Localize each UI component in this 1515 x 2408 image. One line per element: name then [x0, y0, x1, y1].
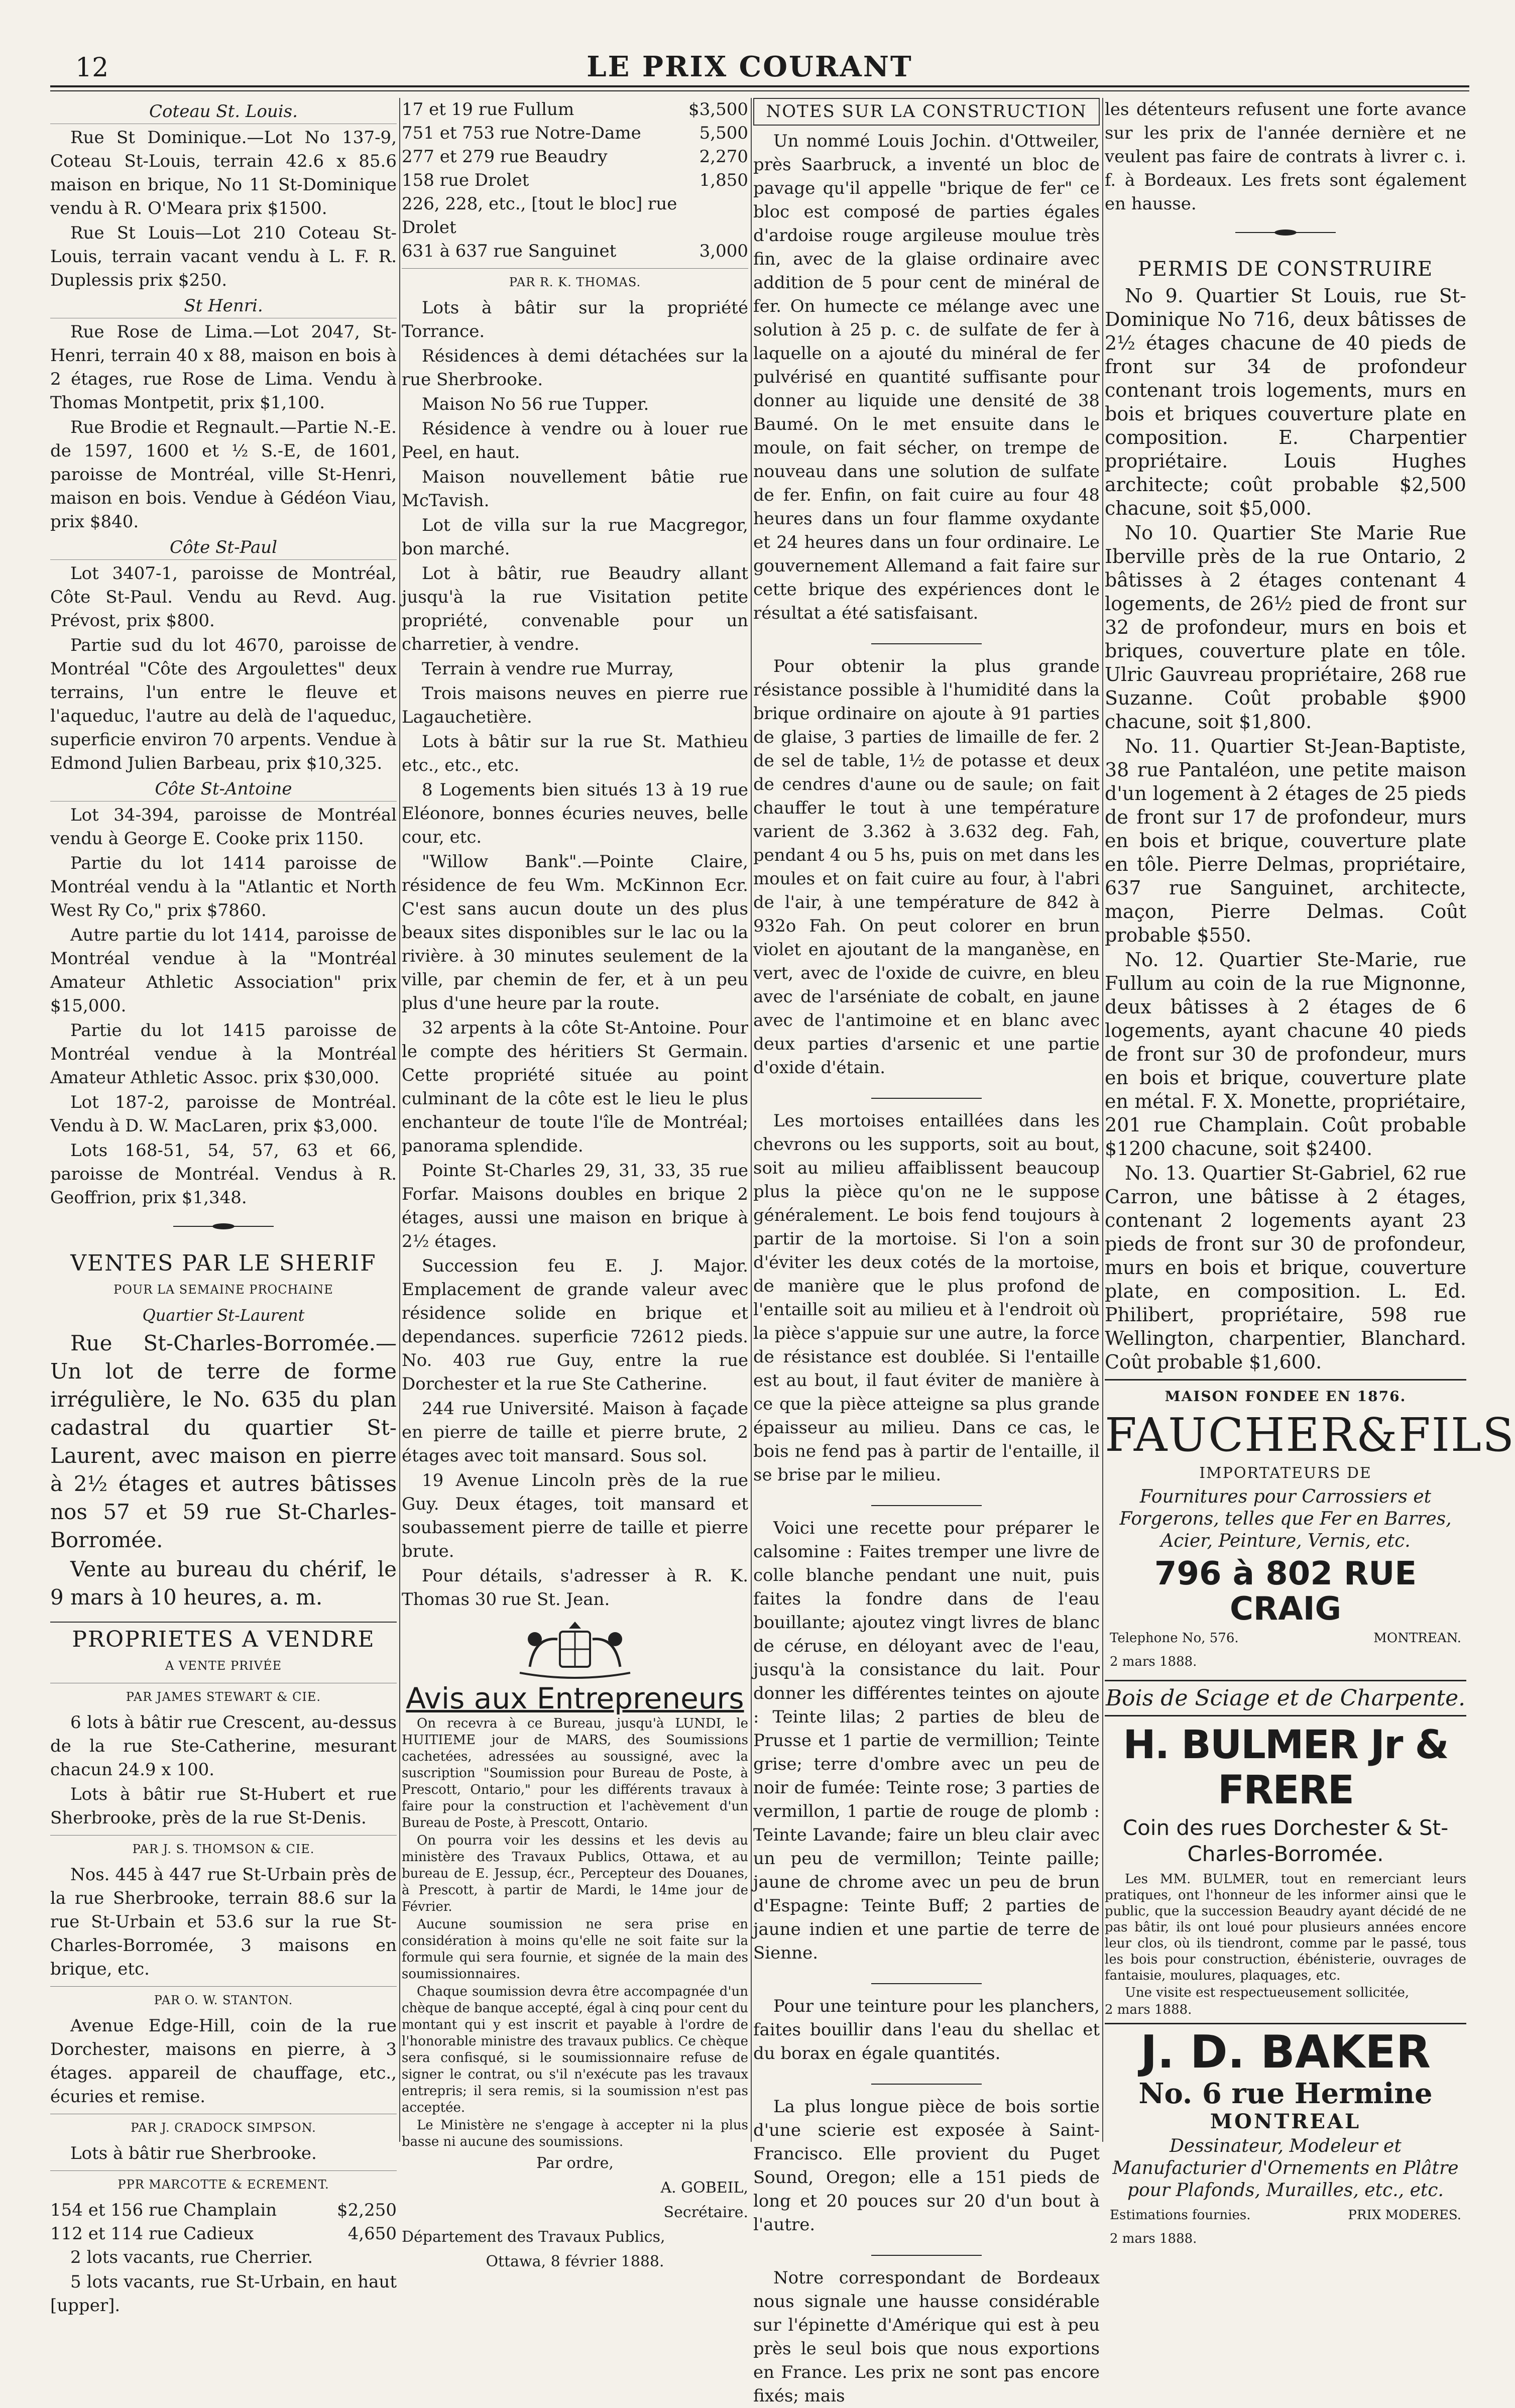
- listing-entry: Lots à bâtir rue Sherbrooke.: [70, 2143, 317, 2163]
- table-row: [402, 98, 748, 122]
- agent-heading: PAR JAMES STEWART & CIE.: [50, 1683, 397, 1709]
- ad-faucher-importateurs: IMPORTATEURS DE: [1199, 1464, 1372, 1482]
- row-label: 17 et 19 rue Fullum: [402, 99, 574, 120]
- sale-entry: Rue St Dominique.—Lot No 137-9, Coteau St-Louis, terrain 42.6 x 85.6 maison en brique, No 11 St-Dominique vendu à R. O'Meara prix $1500.: [50, 128, 397, 218]
- listing-entry: 6 lots à bâtir rue Crescent, au-dessus de la rue Ste-Catherine, mesurant chacun 24.9 x 100.: [50, 1712, 397, 1780]
- sale-entry: Rue Brodie et Regnault.—Partie N.-E. de 1597, 1600 et ½ S.-E, de 1601, paroisse de Montréal, ville St-Henri, maison en bois. Vendue à Gédéon Viau, prix $840.: [50, 417, 397, 532]
- article-paragraph: La plus longue pièce de bois sortie d'une scierie est exposée à Saint-Francisco. Elle provient du Puget Sound, Oregon; elle a 151 pieds de long et 20 pouces sur 20 d'un bout à l'autre.: [753, 2097, 1100, 2235]
- avis-paragraph: Chaque soumission devra être accompagnée d'un chèque de banque accepté, égal à cinq pour cent du montant qui y est inscrit et payable à l'ordre de l'honorable ministre des travaux publics. Ce chèque sera confisqué, si le soumissionnaire refuse de signer le contrat, ou s'il n'exécute pas les travaux entrepris; il sera remis, si la soumission n'est pas acceptée.: [402, 1984, 748, 2115]
- sale-entry: Lot 34-394, paroisse de Montréal vendu à George E. Cooke prix 1150.: [50, 805, 397, 849]
- divider: [753, 1490, 1100, 1514]
- ad-faucher-telephone: Telephone No, 576.: [1110, 1631, 1239, 1646]
- row-value: 1,850: [699, 170, 748, 190]
- sale-entry: Lots 168-51, 54, 57, 63 et 66, paroisse de Montréal. Vendus à R. Geoffrion, prix $1,348.: [50, 1140, 397, 1208]
- row-label: 226, 228, etc., [tout le bloc] rue Drolet: [402, 194, 677, 238]
- properties-subtitle: A VENTE PRIVÉE: [165, 1659, 282, 1673]
- page-header: [0, 0, 1499, 90]
- column-divider: [1102, 98, 1103, 2142]
- sherif-entry: Vente au bureau du chérif, le 9 mars à 10 heures, a. m.: [50, 1557, 397, 1610]
- rule-icon: [871, 1982, 982, 1985]
- ad-baker-city: MONTREAL: [1210, 2110, 1361, 2133]
- coat-of-arms-icon: [500, 1617, 650, 1682]
- avis-title: Avis aux Entrepreneurs: [406, 1681, 744, 1715]
- listing-entry: Pour détails, s'adresser à R. K. Thomas 30 rue St. Jean.: [402, 1566, 748, 1610]
- ornament-divider: [1105, 219, 1466, 243]
- listing-entry: 19 Avenue Lincoln près de la rue Guy. Deux étages, toit mansard et soubassement pierre de taille et pierre brute.: [402, 1470, 748, 1561]
- listing-entry: Maison nouvellement bâtie rue McTavish.: [402, 467, 748, 511]
- coat-of-arms: [402, 1617, 748, 1682]
- ad-bulmer-address: Coin des rues Dorchester & St-Charles-Borromée.: [1122, 1815, 1449, 1866]
- ad-faucher-date: 2 mars 1888.: [1110, 1654, 1197, 1669]
- sherif-subtitle: POUR LA SEMAINE PROCHAINE: [113, 1283, 333, 1297]
- ad-baker-estimates: Estimations fournies.: [1110, 2208, 1251, 2223]
- listing-entry: Nos. 445 à 447 rue St-Urbain près de la rue Sherbrooke, terrain 88.6 sur la rue St-Urbain et 53.6 sur la rue St-Charles-Borromée, 3 maisons en brique, etc.: [50, 1865, 397, 1979]
- sale-entry: Lot 187-2, paroisse de Montréal. Vendu à D. W. MacLaren, prix $3,000.: [50, 1092, 397, 1136]
- ad-faucher-name: FAUCHER&FILS: [1105, 1408, 1515, 1462]
- listing-entry: Lots à bâtir sur la propriété Torrance.: [402, 298, 748, 341]
- permis-heading: PERMIS DE CONSTRUIRE: [1137, 258, 1434, 281]
- rule-icon: [871, 1504, 982, 1507]
- table-row: [402, 192, 748, 240]
- avis-paragraph: On recevra à ce Bureau, jusqu'à LUNDI, le HUITIEME jour de MARS, des Soumissions cachetées, adressées au soussigné, avec la suscription "Soumission pour Bureau de Poste, à Prescott, Ontario," pour les différents travaux à faire pour la construction et l'achèvement d'un Bureau de Poste, à Prescott, Ontario.: [402, 1716, 748, 1830]
- avis-paragraph: Le Ministère ne s'engage à accepter ni la plus basse ni aucune des soumissions.: [402, 2118, 748, 2149]
- table-row: [50, 2222, 397, 2246]
- listing-entry: 32 arpents à la côte St-Antoine. Pour le compte des héritiers St Germain. Cette propriété située au point culminant de la côte est le lieu le plus enchanteur de toute l'île de Montréal; panorama splendide.: [402, 1018, 748, 1156]
- row-label: 112 et 114 rue Cadieux: [50, 2224, 254, 2244]
- agent-heading: PAR J. CRADOCK SIMPSON.: [50, 2114, 397, 2140]
- listing-entry: Terrain à vendre rue Murray,: [422, 659, 674, 679]
- sale-entry: Partie du lot 1415 paroisse de Montréal vendue à la Montréal Amateur Athletic Assoc. prix $30,000.: [50, 1020, 397, 1088]
- listing-entry: Pointe St-Charles 29, 31, 33, 35 rue Forfar. Maisons doubles en brique 2 étages, aussi une maison en brique à 2½ étages.: [402, 1161, 748, 1251]
- ornament-icon: [1235, 229, 1336, 236]
- column-divider: [399, 98, 400, 2142]
- divider: [753, 1968, 1100, 1992]
- department: Département des Travaux Publics,: [402, 2228, 665, 2246]
- ad-faucher-date-row: [1110, 1650, 1461, 1674]
- divider: [753, 2069, 1100, 2092]
- signer-title: Secrétaire.: [663, 2204, 748, 2221]
- listing-entry: 8 Logements bien situés 13 à 19 rue Eléonore, bonnes écuries neuves, belle cour, etc.: [402, 780, 748, 847]
- row-value: [688, 192, 748, 240]
- permit-entry: No. 13. Quartier St-Gabriel, 62 rue Carron, une bâtisse à 2 étages, contenant 2 logements ayant 23 pieds de front sur 30 de profondeur, murs en bois et brique, couverture plate, en composition. L. Ed. Philibert, propriétaire, 598 rue Wellington, charpentier, Blanchard. Coût probable $1,600.: [1105, 1162, 1466, 1373]
- rule-icon: [871, 642, 982, 645]
- sale-entry: Autre partie du lot 1414, paroisse de Montréal vendue à la "Montréal Amateur Athletic Association" prix $15,000.: [50, 925, 397, 1016]
- par-ordre: Par ordre,: [536, 2154, 614, 2172]
- column-4: [1105, 98, 1515, 2246]
- listing-entry: 5 lots vacants, rue St-Urbain, en haut [upper].: [50, 2272, 397, 2316]
- ad-faucher-address: 796 à 802 RUE CRAIG: [1154, 1555, 1417, 1628]
- divider: [753, 2240, 1100, 2263]
- sherif-title: VENTES PAR LE SHERIF: [70, 1250, 377, 1276]
- listing-entry: Avenue Edge-Hill, coin de la rue Dorchester, maisons en pierre, à 3 étages. appareil de chauffage, etc., écuries et remise.: [50, 2016, 397, 2107]
- listing-entry: Lots à bâtir sur la rue St. Mathieu etc., etc., etc.: [402, 732, 748, 775]
- avis-notice: [402, 1715, 748, 2150]
- section-heading: St Henri.: [50, 294, 397, 318]
- row-value: 5,500: [699, 123, 748, 143]
- ad-bulmer-text: Les MM. BULMER, tout en remerciant leurs pratiques, ont l'honneur de les informer ainsi que le public, que la succession Beaudry ayant décidé de ne pas bâtir, ils ont loué pour plusieurs années encore leur clos, où ils tiendront, comme par le passé, tous les bois pour construction, ébénisterie, ouvrages de fantaisie, moulures, plaquages, etc.: [1105, 1872, 1466, 1983]
- listing-entry: "Willow Bank".—Pointe Claire, résidence de feu Wm. McKinnon Ecr. C'est sans aucun doute un des plus beaux sites disponibles sur le lac ou la rivière. à 30 minutes seulement de la ville, par chemin de fer, et à un peu plus d'une heure par la route.: [402, 852, 748, 1013]
- notice-date: Ottawa, 8 février 1888.: [486, 2253, 664, 2270]
- listing-entry: Lot de villa sur la rue Macgregor, bon marché.: [402, 515, 748, 559]
- signer-name: A. GOBEIL,: [660, 2179, 748, 2197]
- column-1: [50, 98, 397, 2316]
- rule-icon: [871, 2254, 982, 2257]
- rule-icon: [871, 2083, 982, 2086]
- row-label: 154 et 156 rue Champlain: [50, 2200, 277, 2220]
- row-label: 158 rue Drolet: [402, 170, 529, 190]
- table-row: [402, 240, 748, 263]
- ad-faucher-desc: Fournitures pour Carrossiers et Forgerons, telles que Fer en Barres, Acier, Peinture, Vernis, etc.: [1119, 1486, 1452, 1551]
- price-table: [402, 98, 748, 263]
- listing-entry: Lot à bâtir, rue Beaudry allant jusqu'à la rue Visitation petite propriété, convenable pour un charretier, à vendre.: [402, 563, 748, 654]
- listing-entry: Trois maisons neuves en pierre rue Lagauchetière.: [402, 683, 748, 727]
- ad-bois: Bois de Sciage et de Charpente.: [1105, 1680, 1466, 1716]
- ad-baker-name: J. D. BAKER: [1105, 2023, 1466, 2078]
- ad-bulmer-text2: Une visite est respectueusement sollicitée,: [1125, 1985, 1410, 2000]
- price-table: [50, 2199, 397, 2246]
- ornament-icon: [173, 1223, 274, 1230]
- row-value: $2,250: [337, 2200, 397, 2220]
- agent-heading: PPR MARCOTTE & ECREMENT.: [50, 2170, 397, 2197]
- column-divider: [751, 98, 752, 2142]
- permis-list: [1105, 284, 1466, 1374]
- ad-bulmer-date: 2 mars 1888.: [1105, 2002, 1192, 2017]
- ad-bulmer-name: H. BULMER Jr & FRERE: [1123, 1723, 1448, 1813]
- row-label: 751 et 753 rue Notre-Dame: [402, 123, 641, 143]
- listing-entry: Succession feu E. J. Major. Emplacement de grande valeur avec résidence solide en brique et dependances. superficie 72612 pieds. No. 403 rue Guy, entre la rue Dorchester et la rue Ste Catherine.: [402, 1256, 748, 1394]
- ad-baker-footer: [1110, 2204, 1461, 2227]
- row-value: 4,650: [347, 2224, 397, 2244]
- listing-entry: Maison No 56 rue Tupper.: [422, 394, 649, 414]
- listing-entry: 2 lots vacants, rue Cherrier.: [70, 2247, 313, 2267]
- listing-entry: Résidences à demi détachées sur la rue Sherbrooke.: [402, 346, 748, 390]
- ad-baker-address: No. 6 rue Hermine: [1138, 2077, 1433, 2110]
- table-row: [50, 2199, 397, 2222]
- avis-paragraph: On pourra voir les dessins et les devis au ministère des Travaux Publics, Ottawa, et au bureau de E. Jessup, écr., Percepteur des Douanes, à Prescott, à partir de Mardi, le 14me jour de Février.: [402, 1833, 748, 1914]
- divider: [753, 628, 1100, 652]
- permit-entry: No. 11. Quartier St-Jean-Baptiste, 38 rue Pantaléon, une petite maison d'un logement à 2 étages de 25 pieds de front sur 17 de profondeur, murs en bois et brique, couverture plate en tôle. Pierre Delmas, propriétaire, 637 rue Sanguinet, architecte, maçon, Pierre Delmas. Coût probable $550.: [1105, 735, 1466, 946]
- article-paragraph: Voici une recette pour préparer le calsomine : Faites tremper une livre de colle blanche pendant une nuit, puis faites la fondre dans de l'eau bouillante; ajoutez vingt livres de blanc de céruse, en déloyant avec de l'eau, jusqu'à la consistance du lait. Pour donner les différentes teintes on ajoute : Teinte lilas; 2 parties de bleu de Prusse et 1 partie de vermillion; Teinte grise; terre d'ombre avec un peu de noir de fumée: Teinte rose; 3 parties de vermillon, 1 partie de rouge de plomb : Teinte Lavande; faire un bleu clair avec un peu de vermillon; Teinte paille; jaune de chrome avec un peu de brun d'Espagne: Teinte Buff; 2 parties de jaune indien et une partie de terre de Sienne.: [753, 1518, 1100, 1963]
- ad-baker-desc: Dessinateur, Modeleur et Manufacturier d'Ornements en Plâtre pour Plafonds, Murailles, etc., etc.: [1112, 2136, 1459, 2201]
- section-heading: Coteau St. Louis.: [50, 100, 397, 124]
- ad-baker-date-row: [1110, 2227, 1461, 2251]
- agent-heading: PAR R. K. THOMAS.: [402, 268, 748, 294]
- sherif-entry: Rue St-Charles-Borromée.—Un lot de terre de forme irrégulière, le No. 635 du plan cadastral du quartier St-Laurent, avec maison en pierre à 2½ étages et autres bâtisses nos 57 et 59 rue St-Charles-Borromée.: [50, 1331, 397, 1552]
- row-label: 631 à 637 rue Sanguinet: [402, 241, 617, 261]
- row-value: 3,000: [699, 241, 748, 261]
- ad-faucher-contact: [1110, 1627, 1461, 1650]
- rule-icon: [871, 1097, 982, 1100]
- article-paragraph: Pour obtenir la plus grande résistance possible à l'humidité dans la brique ordinaire on ajoute à 91 parties de glaise, 3 parties de limaille de fer. 2 de sel de table, 1½ de potasse et deux de cendres d'aune ou de saule; on fait chauffer le tout à une température varient de 3.362 à 3.632 deg. Fah, pendant 4 ou 5 hs, puis on met dans les moules et on fait cuire au four, à l'abri de l'air, à une température de 842 à 932o Fah. On peut colorer en brun violet en ajoutant de la manganèse, en vert, avec de l'oxide de cuivre, en bleu avec de l'arséniate de cobalt, en jaune avec de l'antimoine et en blanc avec deux parties d'arsenic et une partie d'oxide d'étain.: [753, 656, 1100, 1078]
- row-value: 2,270: [699, 147, 748, 167]
- listing-entry: Lots à bâtir rue St-Hubert et rue Sherbrooke, près de la rue St-Denis.: [50, 1784, 397, 1828]
- table-row: [402, 169, 748, 192]
- sale-entry: Rue Rose de Lima.—Lot 2047, St-Henri, terrain 40 x 88, maison en bois à 2 étages, rue Rose de Lima. Vendu à Thomas Montpetit, prix $1,100.: [50, 322, 397, 413]
- permit-entry: No. 12. Quartier Ste-Marie, rue Fullum au coin de la rue Mignonne, deux bâtisses à 2 étages de 6 logements, ayant chacune 40 pieds de front sur 30 de profondeur, murs en bois et brique, couverture plate en métal. F. X. Monette, propriétaire, 201 rue Champlain. Coût probable $1200 chacune, soit $2400.: [1105, 949, 1466, 1160]
- header-rule-thin: [50, 90, 1469, 91]
- sale-entry: Rue St Louis—Lot 210 Coteau St-Louis, terrain vacant vendu à L. F. R. Duplessis prix $250.: [50, 223, 397, 290]
- article-paragraph: Un nommé Louis Jochin. d'Ottweiler, près Saarbruck, a inventé un bloc de pavage qu'il appelle "brique de fer" ce bloc est composé de parties égales d'ardoise rouge argileuse moulue très fin, avec de la glaise ordinaire avec addition de 5 pour cent de minéral de fer. On humecte ce mélange avec une solution à 25 p. c. de sulfate de fer à laquelle on a ajouté du minéral de fer pulvérisé en quantité suffisante pour donner au liquide une densité de 38 Baumé. On le met ensuite dans le moule, on fait sécher, on trempe de nouveau dans une solution de sulfate de fer. Enfin, on fait cuire au four 48 heures dans un four flamme oxydante et 24 heures dans un four ordinaire. Le gouvernement Allemand a fait faire sur cette brique des expériences dont le résultat a été satisfaisant.: [753, 131, 1100, 623]
- column-3: [753, 98, 1100, 2406]
- section-heading: Côte St-Paul: [50, 536, 397, 560]
- section-heading: Côte St-Antoine: [50, 777, 397, 801]
- permit-entry: No 9. Quartier St Louis, rue St-Dominique No 716, deux bâtisses de 2½ étages chacune de 40 pieds de front sur 34 de profondeur contenant trois logements, murs en bois et briques couverture plate en composition. E. Charpentier propriétaire. Louis Hughes architecte; coût probable $2,500 chacune, soit $5,000.: [1105, 285, 1466, 519]
- ad-baker-prices: PRIX MODERES.: [1348, 2208, 1461, 2223]
- listing-entry: Résidence à vendre ou à louer rue Peel, en haut.: [402, 419, 748, 463]
- newspaper-title: LE PRIX COURANT: [587, 50, 913, 83]
- sherif-quarter: Quartier St-Laurent: [142, 1306, 305, 1325]
- permit-entry: No 10. Quartier Ste Marie Rue Iberville près de la rue Ontario, 2 bâtisses à 2 étages contenant 4 logements, de 26½ pied de front sur 32 de profondeur, murs en bois et briques, couverture plate en tôle. Ulric Gauvreau propriétaire, 268 rue Suzanne. Coût probable $900 chacune, soit $1,800.: [1105, 522, 1466, 733]
- column-2: [402, 98, 748, 2270]
- article-paragraph: Pour une teinture pour les planchers, faites bouillir dans l'eau du shellac et du borax en égale quantités.: [753, 1996, 1100, 2063]
- row-value: $3,500: [688, 99, 748, 120]
- avis-paragraph: Aucune soumission ne sera prise en considération à moins qu'elle ne soit faite sur la formule qui sera fournie, et signée de la main des soumissionnaires.: [402, 1917, 748, 1982]
- page-number: 12: [75, 53, 109, 83]
- ad-faucher-founded: MAISON FONDEE EN 1876.: [1105, 1379, 1466, 1408]
- agent-heading: PAR J. S. THOMSON & CIE.: [50, 1835, 397, 1861]
- agent-heading: PAR O. W. STANTON.: [50, 1986, 397, 2012]
- header-rule: [50, 85, 1469, 87]
- sale-entry: Partie du lot 1414 paroisse de Montréal vendu à la "Atlantic et North West Ry Co," prix $7860.: [50, 853, 397, 921]
- sale-entry: Partie sud du lot 4670, paroisse de Montréal "Côte des Argoulettes" deux terrains, l'un entre le fleuve et l'aqueduc, l'autre au delà de l'aqueduc, superficie environ 70 arpents. Vendue à Edmond Julien Barbeau, prix $10,325.: [50, 635, 397, 773]
- sale-entry: Lot 3407-1, paroisse de Montréal, Côte St-Paul. Vendu au Revd. Aug. Prévost, prix $800.: [50, 563, 397, 631]
- article-paragraph: Notre correspondant de Bordeaux nous signale une hausse considérable sur l'épinette d'Amérique qui est à peu près le seul bois que nous exportions en France. Les prix ne sont pas encore fixés; mais: [753, 2268, 1100, 2406]
- row-label: 277 et 279 rue Beaudry: [402, 147, 608, 167]
- properties-title: PROPRIETES A VENDRE: [50, 1622, 397, 1651]
- ornament-divider: [50, 1213, 397, 1236]
- ad-faucher-city: MONTREAN.: [1373, 1631, 1461, 1646]
- article-paragraph: les détenteurs refusent une forte avance sur les prix de l'année dernière et ne veulent pas faire de contrats à livrer c. i. f. à Bordeaux. Les frets sont également en hausse.: [1105, 99, 1466, 214]
- table-row: [402, 145, 748, 169]
- listing-entry: 244 rue Université. Maison à façade en pierre de taille et pierre brute, 2 étages avec toit mansard. Sous sol.: [402, 1399, 748, 1466]
- sherif-notice: [50, 1329, 397, 1612]
- table-row: [402, 122, 748, 145]
- divider: [753, 1083, 1100, 1106]
- article-paragraph: Les mortoises entaillées dans les chevrons ou les supports, soit au bout, soit au milieu affaiblissent beaucoup plus la pièce qu'on ne le suppose généralement. Le bois fend toujours à partir de la mortoise. Si l'on a soin d'éviter les deux cotés de la mortoise, de manière que le plus profond de l'entaille soit au milieu et à l'endroit où la pièce s'appuie sur une autre, la force de résistance est doublée. Si l'entaille est au bout, il faut éviter de manière à ce que la pièce atteigne sa plus grande épaisseur au milieu. Dans ce cas, le bois ne fend pas à partir de l'entaille, il se brise par le milieu.: [753, 1111, 1100, 1485]
- ad-baker-date: 2 mars 1888.: [1110, 2231, 1197, 2246]
- notes-heading: NOTES SUR LA CONSTRUCTION: [753, 98, 1100, 126]
